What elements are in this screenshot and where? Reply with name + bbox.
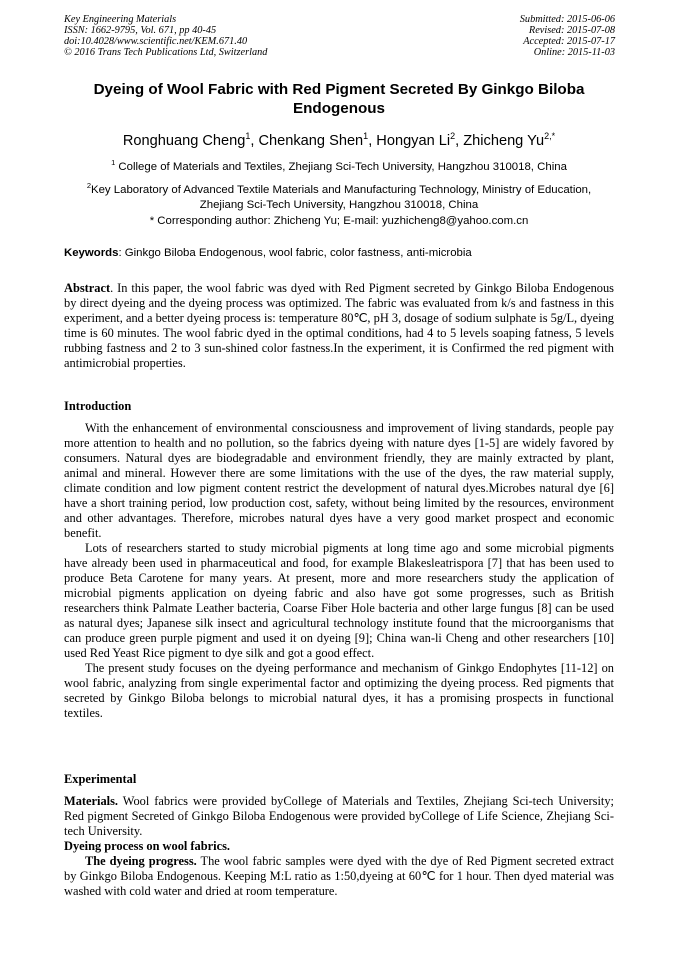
date-submitted: Submitted: 2015-06-06 [519,14,615,25]
section-heading-experimental: Experimental [64,772,137,786]
author-name: Zhicheng Yu [463,132,545,149]
affiliation-1 [64,155,614,175]
paragraph: Lots of researchers started to study microbial pigments at long time ago and some microbial pigments have already been used in pharmaceutical and food, for example Blakesleatrispora [7] that has been used to produce Beta Carotene for many years. At present, more and more researchers study the application of microbial pigments application on dyeing fabric and also have got some progresses, such as British researchers think Palmate Leather bacteria, Coarse Fiber Hole bacteria and other large fungus [8] can be used as natural dyes; Japanese silk insect and agricultural technology institute found that the microorganisms that can produce green purple pigment and used it on dyeing [9]; China wan-li Cheng and other researchers [10] used Red Yeast Rice pigment to dye silk and got a good effect. [64,541,614,660]
affiliation-mark: 2 [86,181,91,190]
date-revised: Revised: 2015-07-08 [528,25,615,36]
author-affiliation-mark: 2,* [544,131,556,141]
keywords-text: : Ginkgo Biloba Endogenous, wool fabric, color fastness, anti-microbia [118,247,472,259]
author-list: Ronghuang Cheng$^1$, Chenkang Shen$^1$, Hongyan Li$^2$, Zhicheng $Yu^{2,*}$ [122,131,556,149]
date-online: Online: 2015-11-03 [533,47,615,58]
keywords [64,246,614,261]
dyeing-progress-label: The dyeing progress. [85,854,197,868]
materials-paragraph [64,794,614,839]
subsection-heading [64,839,614,854]
submission-dates [520,14,615,58]
abstract-text: . In this paper, the wool fabric was dyed with Red Pigment secreted by Ginkgo Biloba Endogenous by direct dyeing and the dyeing process was optimized. The fabric was evaluated from k/s and fastness in this experiment, and a better dyeing process is: temperature 80℃, pH 3, dosage of sodium sulphate is 5g/L, dyeing time is 60 minutes. The wool fabric dyed in the optimal conditions, had 4 to 5 levels soaping fatness, 5 levels rubbing fastness and 2 to 3 sun-shined color fastness.In the experiment, it is Confirmed the red pigment with antimicrobial properties. [64,281,614,370]
affiliation-text: Key Laboratory of Advanced Textile Materials and Manufacturing Technology, Ministry of Education, Zhejiang Sci-Tech University, Hangzhou 310018, China [90,183,592,211]
journal-info [64,14,267,58]
affiliation-2 [64,178,614,213]
author-affiliation-mark: 2 [450,131,456,141]
materials-text: Wool fabrics were provided byCollege of Materials and Textiles, Zhejiang Sci-tech University; Red pigment Secreted of Ginkgo Biloba Endogenous were provided byCollege of Life Science, Zhejiang Sci-tech University. [64,794,614,838]
journal-doi: doi:10.4028/www.scientific.net/KEM.671.40 [64,36,248,47]
author-name: Hongyan Li [376,132,451,149]
materials-label: Materials. [64,794,119,808]
paragraph: With the enhancement of environmental consciousness and improvement of living standards, people pay more attention to health and no pollution, so the fabrics dyeing with nature dyes [1-5] are widely favored by consumers. Natural dyes are biodegradable and environment friendly, they are mainly extracted by plant, animal and mineral. However there are some limitations with the use of the dyes, the raw material supply, climate condition and low pigment content restrict the development of natural dyes.Microbes natural dye [6] have a short training period, low production cost, safety, without being limited by the resources, environment and other advantages. Therefore, microbes natural dyes have a very good market prospect and economic benefit. [64,421,614,540]
author-name: Ronghuang Cheng [122,132,246,149]
dyeing-process-heading: Dyeing process on wool fabrics. [64,839,231,853]
introduction-body [64,421,614,721]
section-heading-introduction: Introduction [64,399,132,413]
date-accepted: Accepted: 2015-07-17 [523,36,615,47]
author-affiliation-mark: 1 [363,131,369,141]
experimental-body [64,794,614,899]
dyeing-progress-text: The wool fabric samples were dyed with the dye of Red Pigment secreted extract by Ginkgo Biloba Endogenous. Keeping M:L ratio as 1:50,dyeing at 60℃ for 1 hour. Then dyed material was washed with cold water and dried at room temperature. [64,854,614,898]
keywords-label: Keywords [64,247,119,259]
paragraph: The present study focuses on the dyeing performance and mechanism of Ginkgo Endophytes [11-12] on wool fabric, analyzing from single experimental factor and optimizing the dyeing process. Red pigments that secreted by Ginkgo Biloba belongs to microbial natural dyes, it has a promising prospects in functional textiles. [64,661,614,720]
journal-issn: ISSN: 1662-9795, Vol. 671, pp 40-45 [64,25,217,36]
journal-name: Key Engineering Materials [64,14,177,25]
author-affiliation-mark: 1 [245,131,251,141]
affiliation-text: College of Materials and Textiles, Zhejiang Sci-Tech University, Hangzhou 310018, China [118,160,567,173]
corresponding-author: * Corresponding author: Zhicheng Yu; E-mail: yuzhicheng8@yahoo.com.cn [149,215,529,227]
affiliation-mark: 1 [111,158,116,167]
journal-copyright: © 2016 Trans Tech Publications Ltd, Switzerland [64,47,268,58]
author-name: Chenkang Shen [258,132,364,149]
paper-title: Dyeing of Wool Fabric with Red Pigment Secreted By Ginkgo Biloba Endogenous [93,81,585,117]
abstract-label: Abstract [64,281,111,295]
abstract [64,281,614,371]
dyeing-progress-paragraph [64,854,614,899]
